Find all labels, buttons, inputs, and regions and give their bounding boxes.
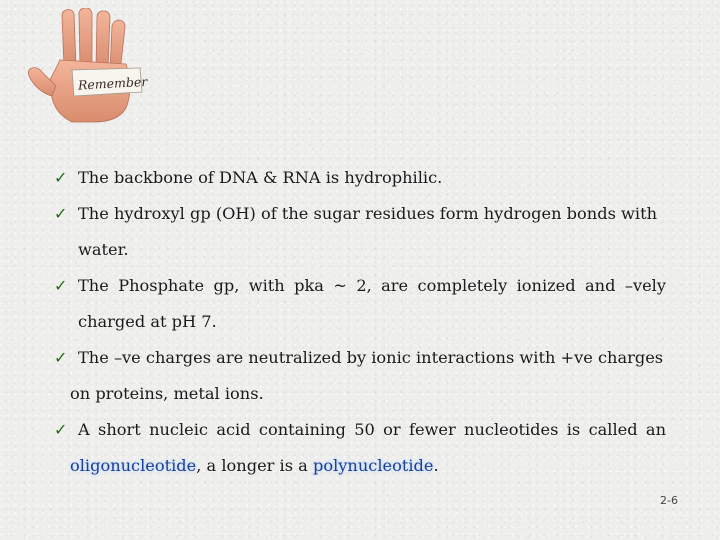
- remember-hand-image: [22, 8, 156, 124]
- remember-note-label: Remember: [77, 73, 148, 93]
- slide-number: 2-6: [660, 494, 678, 507]
- bullet-item: [54, 196, 680, 268]
- checkmark-icon: ✓: [54, 276, 68, 295]
- bullet-text-middle: , a longer is a: [196, 456, 313, 475]
- bullet-item: [54, 412, 680, 484]
- bullet-text: The hydroxyl gp (OH) of the sugar residues form hydrogen bonds with: [78, 204, 657, 223]
- bullet-text-continued: water.: [78, 240, 129, 259]
- bullet-text-end: .: [433, 456, 439, 475]
- bullet-text: A short nucleic acid containing 50 or fewer nucleotides is called an: [78, 420, 666, 439]
- term-polynucleotide: polynucleotide: [312, 456, 434, 475]
- bullet-text: The backbone of DNA & RNA is hydrophilic.: [78, 168, 443, 187]
- bullet-item: [54, 340, 680, 412]
- checkmark-icon: ✓: [54, 420, 68, 439]
- bullet-item: [54, 160, 680, 196]
- bullet-text-continued: charged at pH 7.: [78, 312, 217, 331]
- checkmark-icon: ✓: [54, 168, 68, 187]
- checkmark-icon: ✓: [54, 204, 68, 223]
- bullet-item: [54, 268, 680, 340]
- bullet-text: The Phosphate gp, with pka ~ 2, are completely ionized and –vely: [78, 276, 666, 295]
- checkmark-icon: ✓: [54, 348, 68, 367]
- bullet-text-continued: [70, 448, 439, 484]
- bullet-list: [54, 160, 680, 484]
- bullet-text-continued: on proteins, metal ions.: [70, 384, 264, 403]
- term-oligonucleotide: oligonucleotide: [70, 456, 197, 475]
- bullet-text: The –ve charges are neutralized by ionic interactions with +ve charges: [78, 348, 664, 367]
